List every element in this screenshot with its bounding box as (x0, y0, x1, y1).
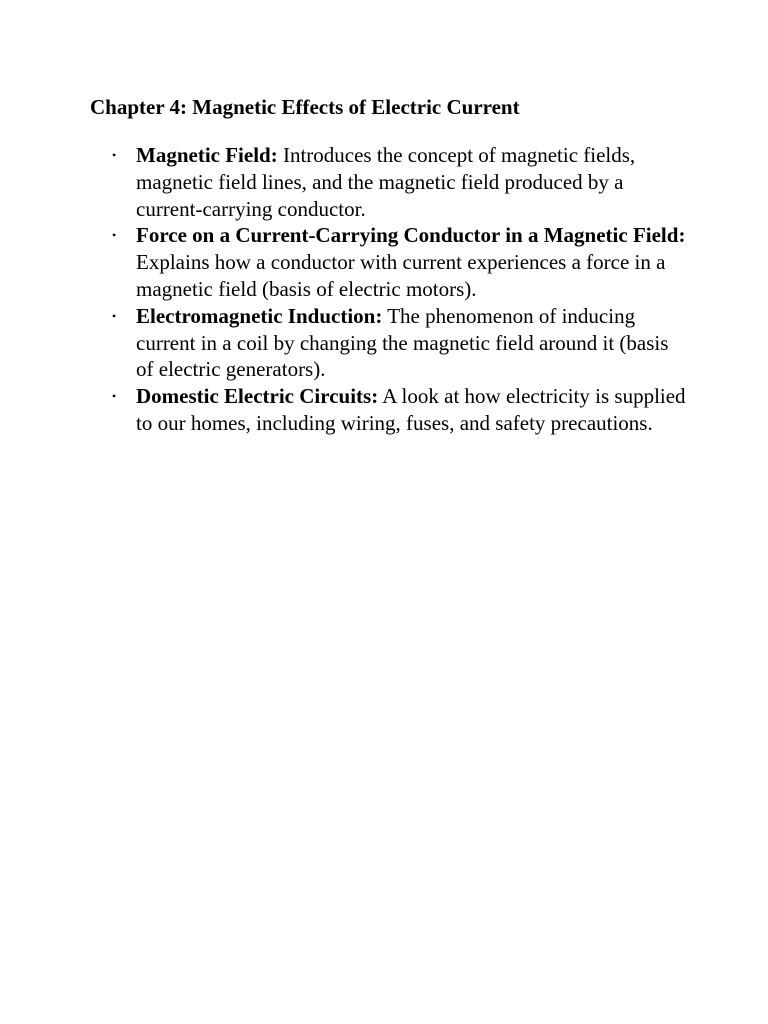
item-term: Force on a Current-Carrying Conductor in a Magnetic Field: (136, 223, 686, 248)
item-description: A look at how electricity is supplied to our homes, including wiring, fuses, and safety precautions. (136, 384, 686, 435)
item-description: The phenomenon of inducing current in a coil by changing the magnetic field around it (basis of electric generators). (136, 303, 669, 382)
chapter-heading: Chapter 4: Magnetic Effects of Electric Current (90, 95, 520, 119)
bullet-icon: • (112, 308, 117, 323)
topic-list (90, 142, 688, 437)
list-item-force-on-conductor (112, 222, 688, 302)
list-item-magnetic-field (112, 142, 688, 222)
bullet-icon: • (112, 228, 117, 243)
list-item-domestic-circuits (112, 383, 688, 437)
bullet-icon: • (112, 389, 117, 404)
item-description: Explains how a conductor with current experiences a force in a magnetic field (basis of electric motors). (136, 250, 666, 301)
bullet-icon: • (112, 148, 117, 162)
item-description: Introduces the concept of magnetic fields, magnetic field lines, and the magnetic field produced by a current-carrying conductor. (136, 143, 636, 221)
list-item-electromagnetic-induction (112, 303, 688, 383)
item-term: Domestic Electric Circuits: (136, 384, 379, 409)
item-term: Electromagnetic Induction: (136, 303, 383, 328)
item-term: Magnetic Field: (136, 143, 278, 167)
